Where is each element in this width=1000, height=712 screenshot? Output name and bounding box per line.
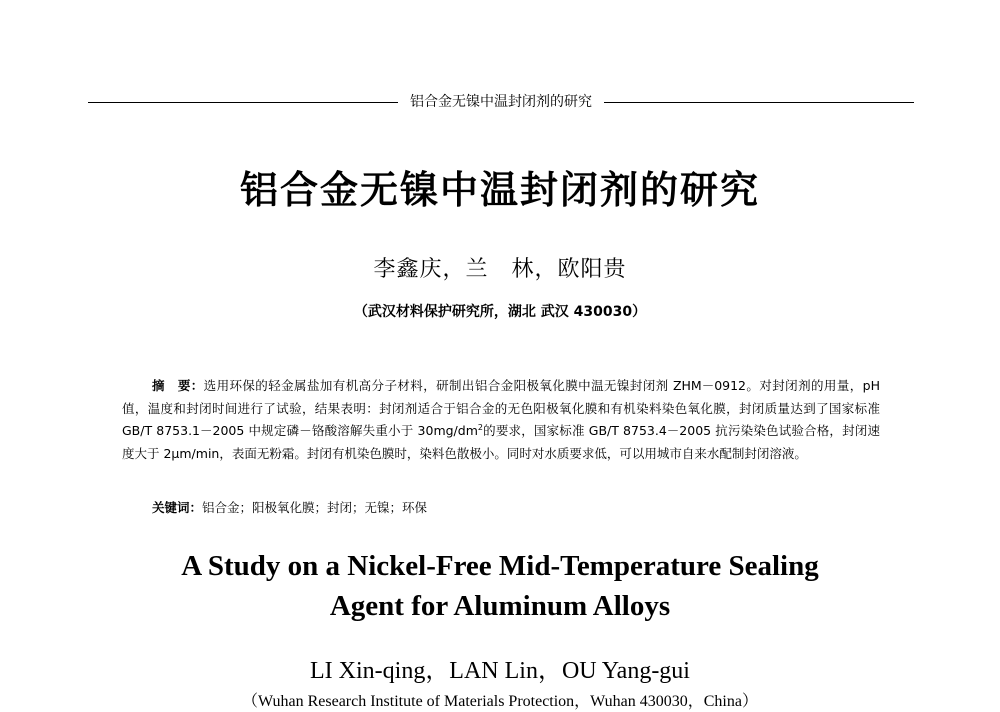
authors-en: LI Xin-qing，LAN Lin，OU Yang-gui: [310, 658, 690, 684]
abstract-label: 摘 要：: [152, 378, 204, 393]
abstract-text-part1: 选用环保的轻金属盐加有机高分子材料，研制出铝合金阳极氧化膜中温无镍封闭剂 ZHM－0912。对封闭剂的用量，pH 值，温度和封闭时间进行了试验，结果表明：封闭剂适合于铝合金的无色阳极氧化膜和有机染料染色氧化膜，封闭质量达到了国家标准 GB/T 8753.1－2005 中规定磷－铬酸溶解失重小于 30mg/dm: [122, 378, 880, 439]
paper-title-en: [0, 546, 1000, 626]
abstract-text-part2: 的要求，国家标准 GB/T 8753.4－2005 抗污染染色试验合格，封闭速度大于 2μm/min，表面无粉霜。封闭有机染色膜时，染料色散极小。同时对水质要求低，可以用城市自来水配制封闭溶液。: [122, 423, 880, 461]
keywords-label: 关键词：: [152, 500, 203, 515]
paper-title-cn: 铝合金无镍中温封闭剂的研究: [239, 167, 760, 212]
affiliation-en: （Wuhan Research Institute of Materials Protection，Wuhan 430030，China）: [242, 693, 758, 710]
running-header-title: 铝合金无镍中温封闭剂的研究: [410, 94, 592, 110]
abstract-cn: [122, 375, 880, 465]
running-header: [88, 92, 914, 112]
authors-cn: 李鑫庆，兰 林，欧阳贵: [373, 257, 627, 282]
paper-title-en-line2: Agent for Aluminum Alloys: [329, 590, 671, 622]
keywords-cn: [152, 497, 880, 519]
header-rule-right: [604, 102, 914, 103]
keywords-text: 铝合金；阳极氧化膜；封闭；无镍；环保: [202, 500, 428, 515]
affiliation-cn: （武汉材料保护研究所，湖北 武汉 430030）: [353, 304, 647, 320]
paper-title-en-line1: A Study on a Nickel-Free Mid-Temperature Sealing: [181, 550, 819, 582]
abstract-superscript: 2: [477, 423, 483, 433]
header-rule-left: [88, 102, 398, 103]
